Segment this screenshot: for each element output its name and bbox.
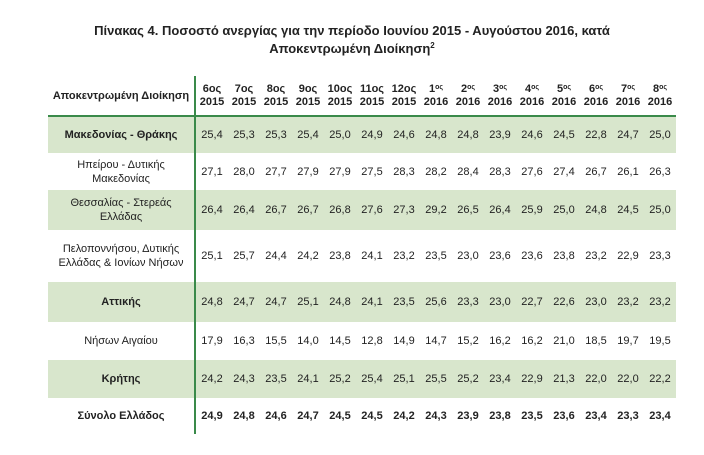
- rate-cell: 23,3: [452, 282, 484, 322]
- rate-cell: 24,8: [580, 190, 612, 230]
- rate-cell: 24,6: [516, 116, 548, 153]
- period-column-header: [516, 76, 548, 116]
- period-month: [452, 83, 484, 96]
- rate-cell: 23,4: [585, 410, 607, 422]
- rate-cell: 25,2: [324, 360, 356, 398]
- period-month: [612, 83, 644, 96]
- rate-cell: 25,0: [548, 190, 580, 230]
- period-month-suffix: ος: [627, 83, 636, 91]
- rate-cell: 25,1: [388, 360, 420, 398]
- rate-cell: 23,9: [457, 410, 479, 422]
- rate-cell: 24,8: [233, 410, 255, 422]
- period-year: 2015: [327, 95, 353, 108]
- rate-cell: 16,2: [489, 335, 511, 347]
- rate-cell: 25,0: [324, 116, 356, 153]
- rate-cell: 14,5: [329, 335, 351, 347]
- rate-cell: 23,4: [649, 410, 671, 422]
- period-month-suffix: ος: [467, 83, 476, 91]
- rate-cell: 23,0: [484, 282, 516, 322]
- region-name: Σύνολο Ελλάδος: [48, 398, 195, 434]
- rate-cell: 23,2: [644, 282, 676, 322]
- rate-cell: 24,8: [420, 116, 452, 153]
- rate-cell: 25,1: [201, 250, 223, 262]
- unemployment-table: [48, 76, 676, 434]
- rate-cell: 25,4: [356, 360, 388, 398]
- rate-cell: 24,7: [228, 282, 260, 322]
- rate-cell: 19,7: [617, 335, 639, 347]
- rate-cell: 14,7: [425, 335, 447, 347]
- period-year: 2016: [551, 95, 577, 108]
- rate-cell: 15,2: [457, 335, 479, 347]
- period-month-number: 4: [524, 82, 532, 95]
- period-month-number: 5: [556, 82, 564, 95]
- period-month: [420, 83, 452, 96]
- rate-cell: 28,3: [489, 165, 511, 178]
- rate-cell: 22,0: [612, 360, 644, 398]
- period-month-number: 9ος: [298, 82, 318, 95]
- period-year: 2016: [423, 95, 449, 108]
- rate-cell: 24,6: [388, 116, 420, 153]
- rate-cell: 23,0: [580, 282, 612, 322]
- period-month-number: 6ος: [202, 82, 222, 95]
- rate-cell: 26,4: [195, 190, 228, 230]
- rate-cell: 18,5: [585, 335, 607, 347]
- rate-cell: 22,2: [644, 360, 676, 398]
- table-row: [48, 282, 676, 322]
- rate-cell: 22,9: [516, 360, 548, 398]
- period-month-number: 7ος: [234, 82, 254, 95]
- rate-cell: 24,3: [425, 410, 447, 422]
- period-month-number: 2: [460, 82, 468, 95]
- rate-cell: 25,4: [292, 116, 324, 153]
- period-year: 2016: [487, 95, 513, 108]
- rate-cell: 25,0: [644, 116, 676, 153]
- rate-cell: 24,9: [356, 116, 388, 153]
- period-column-header: [580, 76, 612, 116]
- rate-cell: 24,2: [393, 410, 415, 422]
- rate-cell: 14,0: [297, 335, 319, 347]
- period-month-suffix: ος: [531, 83, 540, 91]
- table-row: [48, 153, 676, 190]
- rate-cell: 23,6: [521, 250, 543, 262]
- period-month-number: 7: [620, 82, 628, 95]
- period-month-number: 3: [492, 82, 500, 95]
- rate-cell: 23,0: [457, 250, 479, 262]
- period-month-suffix: ος: [435, 83, 444, 91]
- rate-cell: 23,3: [617, 410, 639, 422]
- rate-cell: 27,1: [201, 165, 223, 178]
- rate-cell: 23,5: [425, 250, 447, 262]
- rate-cell: 23,2: [612, 282, 644, 322]
- rate-cell: 25,7: [233, 250, 255, 262]
- total-row: [48, 398, 676, 434]
- rate-cell: 26,7: [260, 190, 292, 230]
- rate-cell: 25,3: [260, 116, 292, 153]
- period-month-suffix: ος: [499, 83, 508, 91]
- rate-cell: 23,6: [489, 250, 511, 262]
- rate-cell: 23,3: [649, 250, 671, 262]
- rate-cell: 24,7: [612, 116, 644, 153]
- region-name: Αττικής: [48, 282, 195, 322]
- rate-cell: 23,5: [260, 360, 292, 398]
- rate-cell: 23,8: [329, 250, 351, 262]
- rate-cell: 24,7: [297, 410, 319, 422]
- period-month: [548, 83, 580, 96]
- period-month: [324, 83, 356, 96]
- region-name: Πελοποννήσου, Δυτικής Ελλάδας & Ιονίων Νήσων: [48, 230, 195, 282]
- period-column-header: [388, 76, 420, 116]
- period-month-suffix: ος: [595, 83, 604, 91]
- rate-cell: 24,7: [260, 282, 292, 322]
- period-month: [196, 83, 228, 96]
- table-row: [48, 230, 676, 282]
- period-month: [388, 83, 420, 96]
- rate-cell: 27,6: [356, 190, 388, 230]
- title-footnote-mark: 2: [430, 41, 435, 50]
- rate-cell: 26,4: [228, 190, 260, 230]
- period-month: [580, 83, 612, 96]
- rate-cell: 21,0: [553, 335, 575, 347]
- period-month-number: 10ος: [327, 82, 353, 95]
- rate-cell: 23,8: [553, 250, 575, 262]
- rate-cell: 26,5: [452, 190, 484, 230]
- rate-cell: 25,2: [452, 360, 484, 398]
- period-month-number: 1: [428, 82, 436, 95]
- period-column-header: [548, 76, 580, 116]
- rate-cell: 24,5: [361, 410, 383, 422]
- rate-cell: 28,0: [233, 165, 255, 178]
- period-year: 2016: [455, 95, 481, 108]
- rate-cell: 26,1: [617, 165, 639, 178]
- period-column-header: [260, 76, 292, 116]
- rate-cell: 25,5: [420, 360, 452, 398]
- title-line-2-text: Αποκεντρωμένη Διοίκηση: [269, 41, 431, 56]
- rate-cell: 22,7: [516, 282, 548, 322]
- region-name: Ηπείρου - Δυτικής Μακεδονίας: [48, 153, 195, 190]
- rate-cell: 25,9: [516, 190, 548, 230]
- period-year: 2015: [295, 95, 321, 108]
- period-column-header: [644, 76, 676, 116]
- rate-cell: 27,4: [553, 165, 575, 178]
- rate-cell: 24,5: [548, 116, 580, 153]
- rate-cell: 23,5: [388, 282, 420, 322]
- rate-cell: 25,6: [420, 282, 452, 322]
- period-year: 2015: [199, 95, 225, 108]
- rate-cell: 28,2: [425, 165, 447, 178]
- rate-cell: 24,6: [265, 410, 287, 422]
- table-body: [48, 116, 676, 434]
- rate-cell: 24,1: [356, 282, 388, 322]
- period-year: 2015: [263, 95, 289, 108]
- table-row: [48, 360, 676, 398]
- period-month-suffix: ος: [563, 83, 572, 91]
- rate-cell: 16,3: [233, 335, 255, 347]
- rate-cell: 21,3: [548, 360, 580, 398]
- period-month-suffix: ος: [659, 83, 668, 91]
- region-name: Κρήτης: [48, 360, 195, 398]
- rate-cell: 22,9: [617, 250, 639, 262]
- rate-cell: 24,5: [329, 410, 351, 422]
- rate-cell: 24,8: [195, 282, 228, 322]
- period-month-number: 12ος: [391, 82, 417, 95]
- rate-cell: 27,5: [361, 165, 383, 178]
- rate-cell: 26,3: [649, 165, 671, 178]
- period-column-header: [612, 76, 644, 116]
- region-column-header: Αποκεντρωμένη Διοίκηση: [48, 76, 195, 116]
- period-month-number: 11ος: [359, 82, 385, 95]
- rate-cell: 26,4: [484, 190, 516, 230]
- rate-cell: 24,8: [324, 282, 356, 322]
- rate-cell: 23,4: [484, 360, 516, 398]
- rate-cell: 23,8: [489, 410, 511, 422]
- table-row: [48, 322, 676, 360]
- table-row: [48, 190, 676, 230]
- period-month: [292, 83, 324, 96]
- rate-cell: 25,3: [228, 116, 260, 153]
- rate-cell: 27,9: [297, 165, 319, 178]
- rate-cell: 29,2: [420, 190, 452, 230]
- rate-cell: 27,7: [265, 165, 287, 178]
- period-column-header: [228, 76, 260, 116]
- rate-cell: 25,0: [644, 190, 676, 230]
- rate-cell: 16,2: [521, 335, 543, 347]
- period-year: 2016: [615, 95, 641, 108]
- period-year: 2016: [583, 95, 609, 108]
- period-year: 2015: [359, 95, 385, 108]
- rate-cell: 24,2: [195, 360, 228, 398]
- rate-cell: 22,8: [580, 116, 612, 153]
- period-year: 2016: [519, 95, 545, 108]
- rate-cell: 28,3: [393, 165, 415, 178]
- rate-cell: 22,6: [548, 282, 580, 322]
- period-column-header: [195, 76, 228, 116]
- region-name: Θεσσαλίας - Στερεάς Ελλάδας: [48, 190, 195, 230]
- period-column-header: [452, 76, 484, 116]
- region-name: Νήσων Αιγαίου: [48, 322, 195, 360]
- rate-cell: 28,4: [457, 165, 479, 178]
- rate-cell: 19,5: [649, 335, 671, 347]
- title-line-2: [0, 40, 704, 58]
- rate-cell: 23,2: [585, 250, 607, 262]
- rate-cell: 24,2: [297, 250, 319, 262]
- rate-cell: 24,4: [265, 250, 287, 262]
- period-month-number: 6: [588, 82, 596, 95]
- rate-cell: 24,5: [612, 190, 644, 230]
- period-month: [356, 83, 388, 96]
- rate-cell: 23,6: [553, 410, 575, 422]
- rate-cell: 14,9: [393, 335, 415, 347]
- period-column-header: [484, 76, 516, 116]
- period-year: 2015: [231, 95, 257, 108]
- period-month-number: 8ος: [266, 82, 286, 95]
- rate-cell: 27,9: [329, 165, 351, 178]
- rate-cell: 26,7: [292, 190, 324, 230]
- period-column-header: [292, 76, 324, 116]
- rate-cell: 22,0: [580, 360, 612, 398]
- period-year: 2015: [391, 95, 417, 108]
- period-month-number: 8: [652, 82, 660, 95]
- rate-cell: 15,5: [265, 335, 287, 347]
- period-month: [260, 83, 292, 96]
- period-column-header: [420, 76, 452, 116]
- period-month: [228, 83, 260, 96]
- rate-cell: 27,3: [388, 190, 420, 230]
- period-column-header: [324, 76, 356, 116]
- region-name: Μακεδονίας - Θράκης: [48, 116, 195, 153]
- period-month: [644, 83, 676, 96]
- rate-cell: 26,7: [585, 165, 607, 178]
- table-row: [48, 116, 676, 153]
- table-title: [0, 22, 704, 58]
- title-line-1: Πίνακας 4. Ποσοστό ανεργίας για την περίοδο Ιουνίου 2015 - Αυγούστου 2016, κατά: [94, 23, 610, 38]
- rate-cell: 26,8: [324, 190, 356, 230]
- header-row: [48, 76, 676, 116]
- period-year: 2016: [647, 95, 673, 108]
- rate-cell: 23,9: [484, 116, 516, 153]
- rate-cell: 24,9: [201, 410, 223, 422]
- rate-cell: 17,9: [201, 335, 223, 347]
- rate-cell: 24,3: [228, 360, 260, 398]
- rate-cell: 25,1: [292, 282, 324, 322]
- rate-cell: 12,8: [361, 335, 383, 347]
- period-month: [516, 83, 548, 96]
- rate-cell: 24,1: [292, 360, 324, 398]
- rate-cell: 24,8: [452, 116, 484, 153]
- rate-cell: 24,1: [361, 250, 383, 262]
- rate-cell: 25,4: [195, 116, 228, 153]
- rate-cell: 27,6: [521, 165, 543, 178]
- rate-cell: 23,2: [393, 250, 415, 262]
- period-column-header: [356, 76, 388, 116]
- period-month: [484, 83, 516, 96]
- rate-cell: 23,5: [521, 410, 543, 422]
